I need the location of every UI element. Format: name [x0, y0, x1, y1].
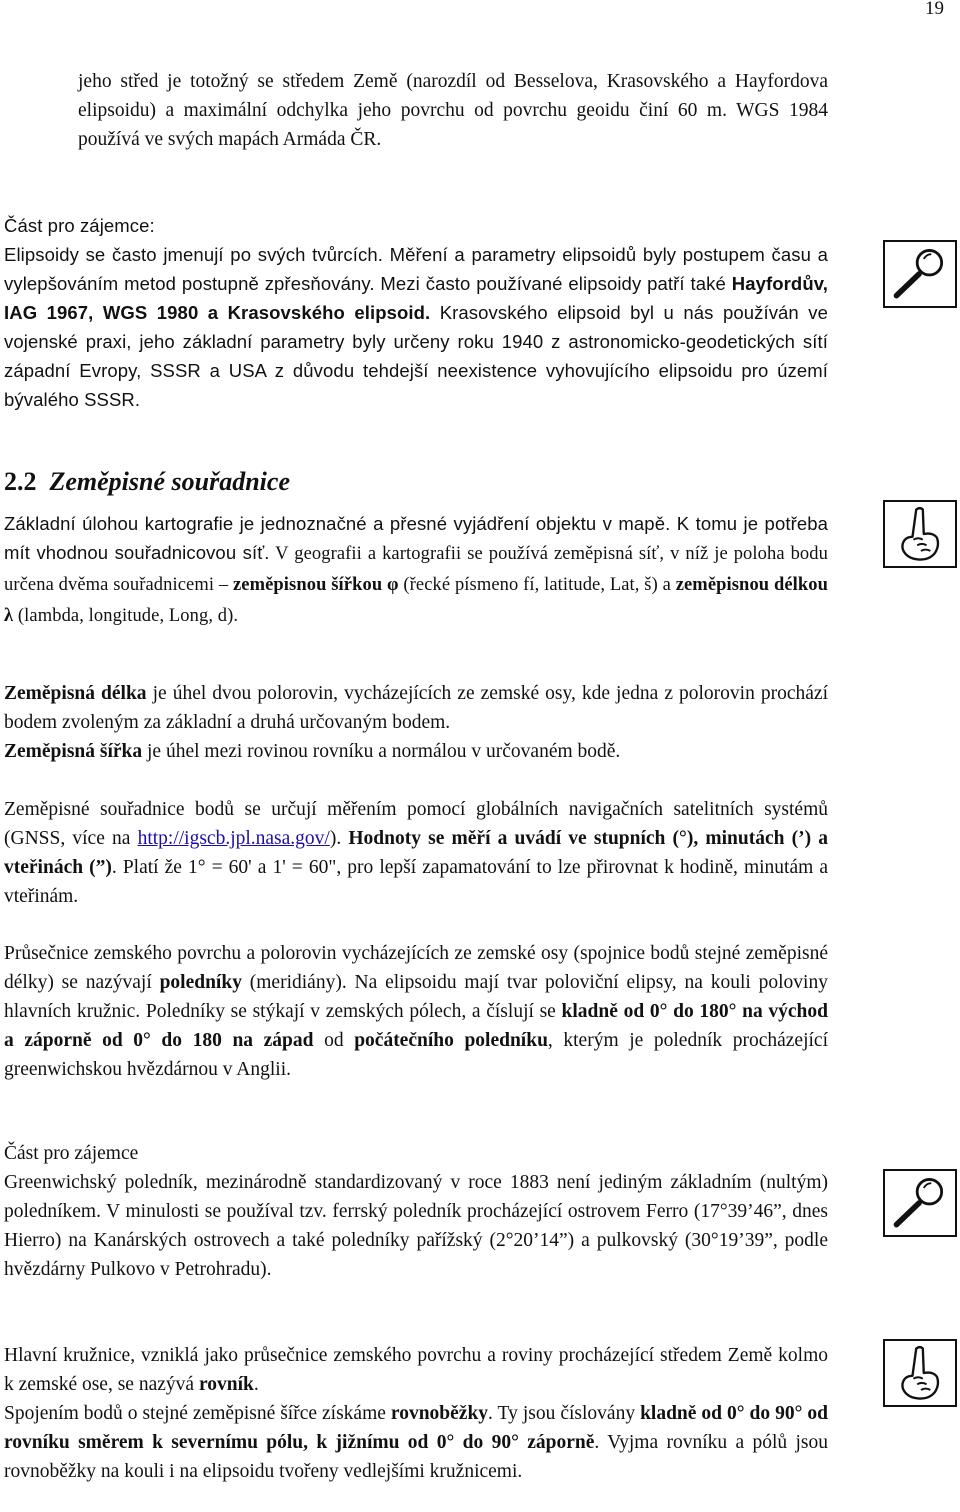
- magnifier-icon: [883, 1169, 957, 1237]
- magnifier-icon: [883, 240, 957, 308]
- interest-heading-1: Část pro zájemce:: [4, 215, 155, 236]
- section-heading: 2.2 Zeměpisné souřadnice: [4, 467, 290, 496]
- pointing-hand-icon: [883, 500, 957, 568]
- gnss-paragraph: Zeměpisné souřadnice bodů se určují měřením pomocí globálních navigačních satelitních systémů (GNSS, více na http://igscb.jpl.nasa.gov/). Hodnoty se měří a uvádí ve stupních (°), minutách (’) a vteřinách (”). Platí že 1° = 60' a 1' = 60", pro lepší zapamatování to lze přirovnat k hodině, minutám a vteřinám.: [4, 799, 828, 907]
- page-number: 19: [925, 0, 944, 19]
- pointing-hand-icon: [883, 1339, 957, 1407]
- interest-section-1: [4, 211, 828, 414]
- interest-heading-2: Část pro zájemce: [4, 1143, 139, 1164]
- coordinates-intro-paragraph: Základní úlohou kartografie je jednoznačné a přesné vyjádření objektu v mapě. K tomu je potřeba mít vhodnou souřadnicovou síť. V geografii a kartografii se používá zeměpisná síť, v níž je poloha bodu určena dvěma souřadnicemi – zeměpisnou šířkou φ (řecké písmeno fí, latitude, Lat, š) a zeměpisnou délkou λ (lambda, longitude, Long, d).: [4, 513, 829, 626]
- longitude-latitude-definitions: Zeměpisná délka je úhel dvou polorovin, vycházejících ze zemské osy, kde jedna z polorovin prochází bodem zvoleným za základní a druhá určovaným bodem. Zeměpisná šířka je úhel mezi rovinou rovníku a normálou v určovaném bodě.: [4, 683, 828, 762]
- meridians-paragraph: Průsečnice zemského povrchu a polorovin vycházejících ze zemské osy (spojnice bodů stejné zeměpisné délky) se nazývají poledníky (meridiány). Na elipsoidu mají tvar poloviční elipsy, na kouli poloviny hlavních kružnic. Poledníky se stýkají v zemských pólech, a číslují se kladně od 0° do 180° na východ a záporně od 0° do 180 na západ od počátečního poledníku, kterým je poledník procházející greenwichskou hvězdárnou v Anglii.: [4, 943, 828, 1080]
- ellipsoid-paragraph: Elipsoidy se často jmenují po svých tvůrcích. Měření a parametry elipsoidů byly postupem času a vylepšováním metod postupně zpřesňovány. Mezi často používané elipsoidy patří také Hayfordův, IAG 1967, WGS 1980 a Krasovského elipsoid. Krasovského elipsoid byl u nás používán ve vojenské praxi, jeho základní parametry byly určeny roku 1940 z astronomicko-geodetických sítí západní Evropy, SSSR a USA z důvodu tehdejší neexistence vyhovujícího elipsoidu pro území bývalého SSSR.: [4, 244, 828, 410]
- prime-meridians-paragraph: Greenwichský poledník, mezinárodně standardizovaný v roce 1883 není jediným základním (nultým) poledníkem. V minulosti se používal tzv. ferrský poledník procházející ostrovem Ferro (17°39’46”, dnes Hierro) na Kanárských ostrovech a také poledníky pařížský (2°20’14”) a pulkovský (30°19’39”, podle hvězdárny Pulkovo v Petrohradu).: [4, 1172, 828, 1280]
- intro-paragraph: jeho střed je totožný se středem Země (narozdíl od Besselova, Krasovského a Hayfordova elipsoidu) a maximální odchylka jeho povrchu od povrchu geoidu činí 60 m. WGS 1984 používá ve svých mapách Armáda ČR.: [78, 71, 828, 150]
- equator-parallels-paragraph: Hlavní kružnice, vzniklá jako průsečnice zemského povrchu a roviny procházející středem Země kolmo k zemské ose, se nazývá rovník. Spojením bodů o stejné zeměpisné šířce získáme rovnoběžky. Ty jsou číslovány kladně od 0° do 90° od rovníku směrem k severnímu pólu, k jižnímu od 0° do 90° záporně. Vyjma rovníku a pólů jsou rovnoběžky na kouli i na elipsoidu tvořeny vedlejšími kružnicemi.: [4, 1345, 828, 1482]
- gnss-link[interactable]: http://igscb.jpl.nasa.gov/: [137, 828, 330, 849]
- interest-section-2: [4, 1139, 828, 1284]
